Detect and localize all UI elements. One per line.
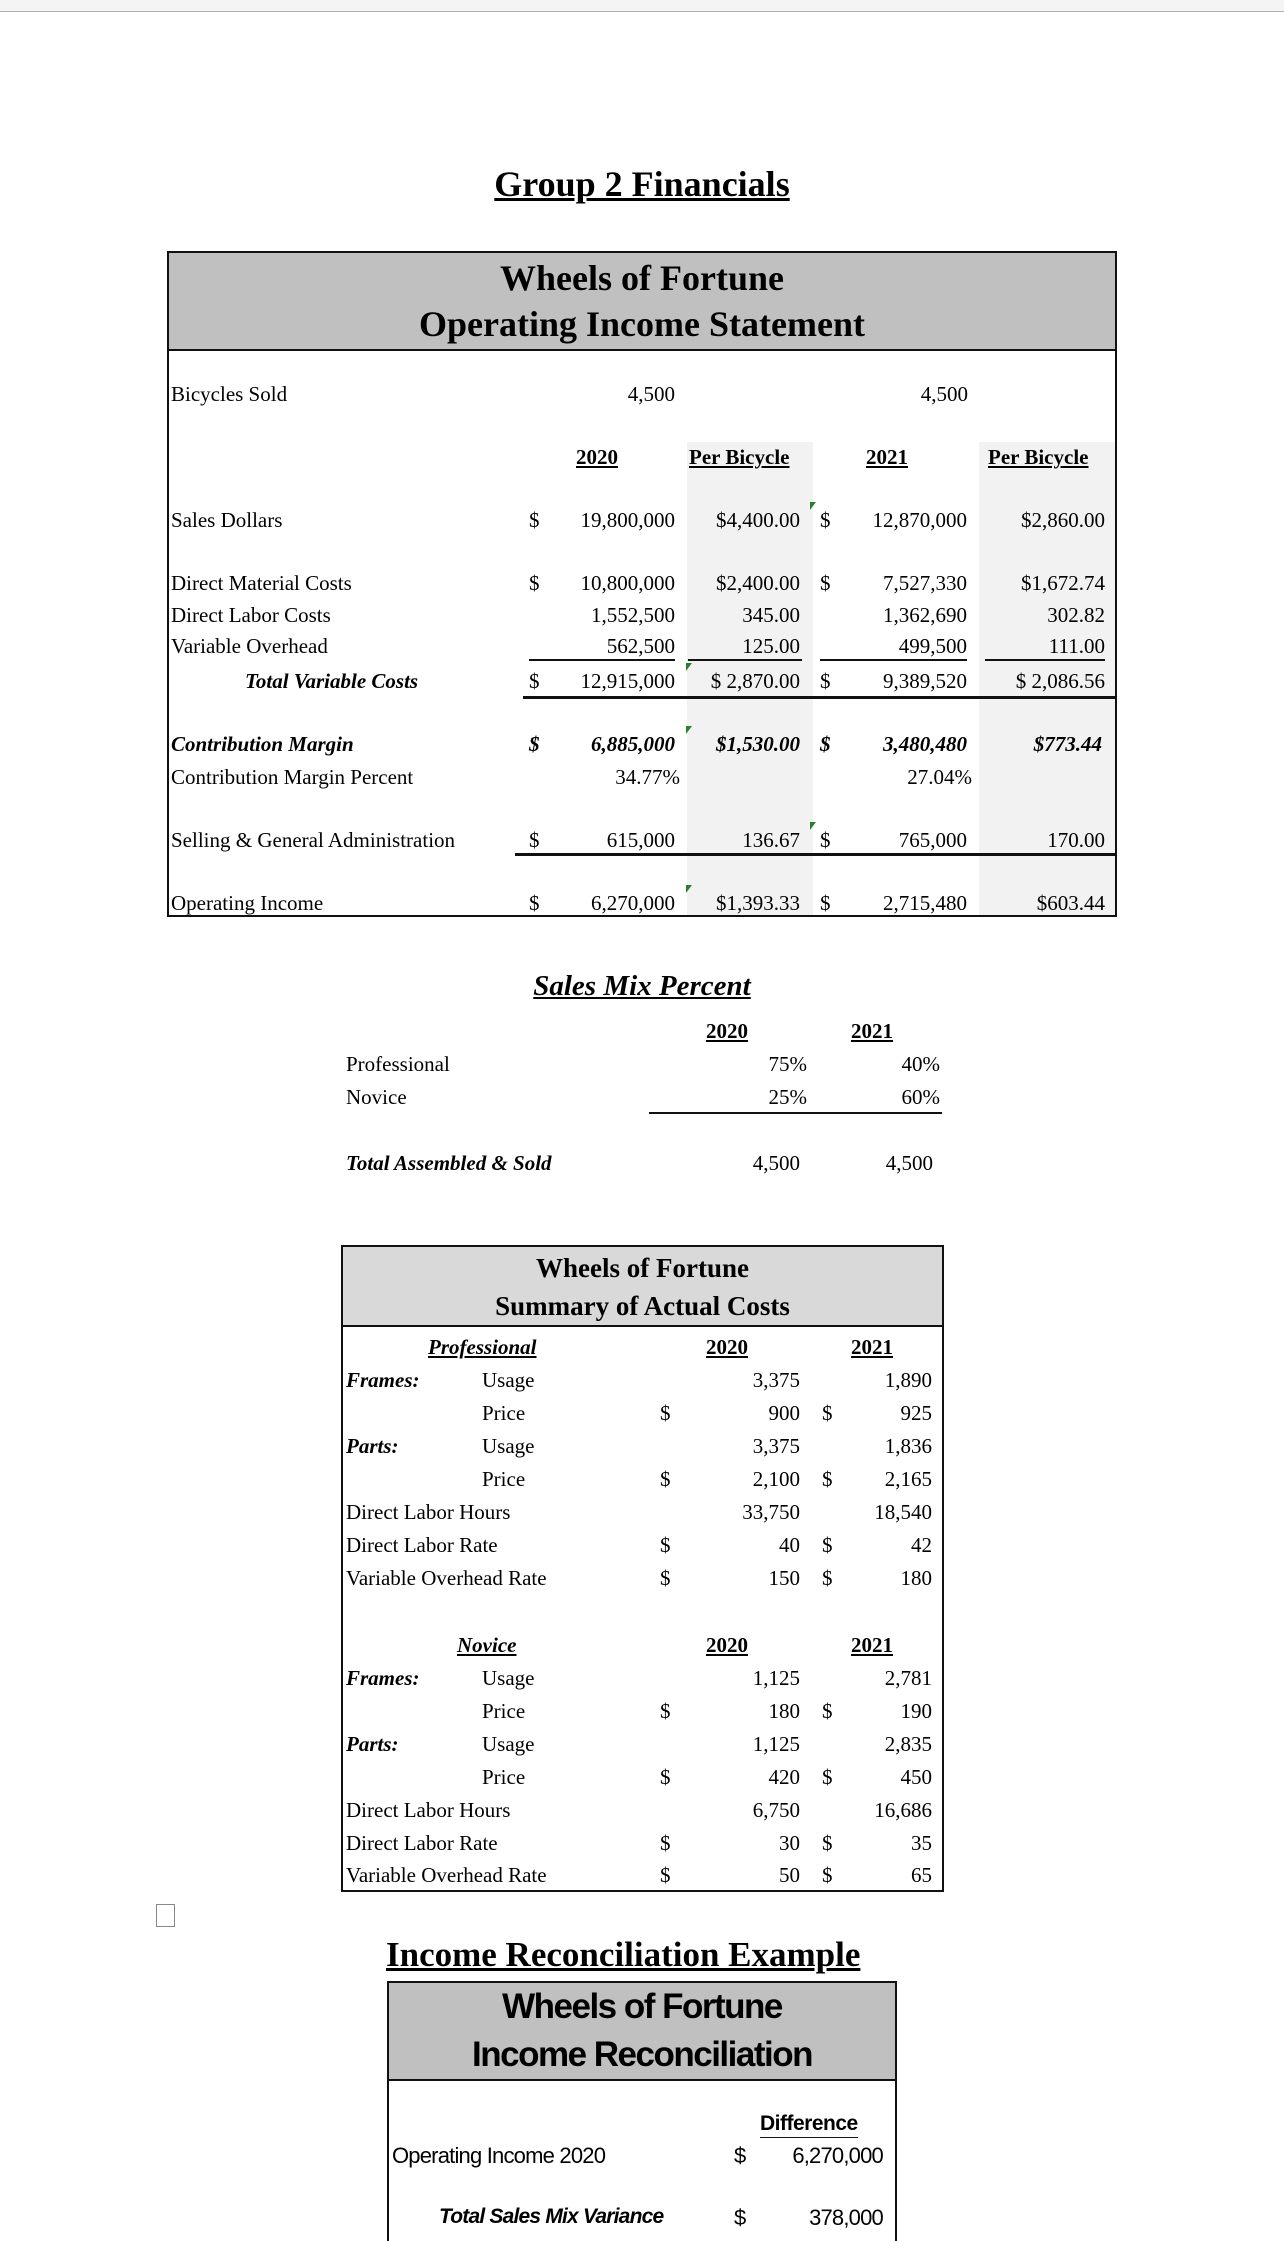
group-parts: Parts: bbox=[346, 1434, 399, 1458]
sales-mix-col-2020: 2020 bbox=[706, 1019, 748, 1043]
dollar-sign: $ bbox=[822, 1467, 833, 1491]
dollar-sign: $ bbox=[660, 1566, 671, 1590]
variable-overhead-per-bicycle-2021: 111.00 bbox=[1048, 634, 1105, 658]
dollar-sign: $ bbox=[822, 1699, 833, 1723]
row-label: Price bbox=[482, 1467, 526, 1491]
value-2020: 900 bbox=[768, 1401, 800, 1425]
total-assembled-sold-2020: 4,500 bbox=[752, 1151, 800, 1175]
summary-col-2020: 2020 bbox=[706, 1335, 748, 1359]
summary-header bbox=[343, 1247, 942, 1327]
value-2021: 180 bbox=[900, 1566, 932, 1590]
value-2020: 50 bbox=[779, 1863, 800, 1887]
total-assembled-sold-2021: 4,500 bbox=[885, 1151, 933, 1175]
operating-income-per-bicycle-2020: $1,393.33 bbox=[716, 891, 800, 915]
contribution-margin-per-bicycle-2021: $773.44 bbox=[1033, 732, 1102, 756]
summary-col-2021: 2021 bbox=[851, 1633, 893, 1657]
value-2020: 3,375 bbox=[752, 1434, 800, 1458]
row-label: Direct Labor Hours bbox=[346, 1500, 511, 1524]
sales-mix-professional-2020: 75% bbox=[768, 1052, 807, 1076]
dollar-sign: $ bbox=[822, 1401, 833, 1425]
income-reconciliation bbox=[387, 1981, 897, 2241]
contribution-margin-per-bicycle-2020: $1,530.00 bbox=[716, 732, 800, 756]
row-label: Price bbox=[482, 1401, 526, 1425]
row-label: Price bbox=[482, 1699, 526, 1723]
viewer-top-bar bbox=[0, 0, 1284, 12]
dollar-sign: $ bbox=[820, 891, 831, 915]
dollar-sign: $ bbox=[820, 828, 831, 852]
sga-per-bicycle-2020: 136.67 bbox=[742, 828, 800, 852]
row-label-operating-income: Operating Income bbox=[171, 891, 324, 915]
dollar-sign: $ bbox=[660, 1831, 671, 1855]
variable-overhead-per-bicycle-2020: 125.00 bbox=[742, 634, 800, 658]
total-variable-costs-2020: 12,915,000 bbox=[580, 669, 675, 693]
row-label-direct-labor: Direct Labor Costs bbox=[171, 603, 331, 627]
summary-col-2021: 2021 bbox=[851, 1335, 893, 1359]
reconciliation-title: Income Reconciliation Example bbox=[386, 1935, 861, 1974]
col-header-2020: 2020 bbox=[576, 445, 618, 469]
sales-mix-novice-label: Novice bbox=[346, 1085, 407, 1109]
dollar-sign: $ bbox=[822, 1831, 833, 1855]
value-2020: 3,375 bbox=[752, 1368, 800, 1392]
variable-overhead-2021: 499,500 bbox=[898, 634, 967, 658]
statement-title: Operating Income Statement bbox=[419, 304, 865, 344]
value-2021: 35 bbox=[911, 1831, 932, 1855]
group-frames: Frames: bbox=[346, 1666, 420, 1690]
row-label-direct-material: Direct Material Costs bbox=[171, 571, 352, 595]
dollar-sign: $ bbox=[660, 1533, 671, 1557]
section-novice: Novice bbox=[457, 1633, 517, 1657]
row-label: Price bbox=[482, 1765, 526, 1789]
operating-income-2020-label: Operating Income 2020 bbox=[392, 2143, 606, 2168]
value-2021: 18,540 bbox=[874, 1500, 932, 1524]
operating-income-2021: 2,715,480 bbox=[883, 891, 967, 915]
row-label: Usage bbox=[482, 1368, 535, 1392]
dollar-sign: $ bbox=[820, 508, 831, 532]
col-header-per-bicycle-2021: Per Bicycle bbox=[988, 445, 1089, 469]
total-assembled-sold-label: Total Assembled & Sold bbox=[346, 1151, 552, 1175]
group-frames: Frames: bbox=[346, 1368, 420, 1392]
contribution-margin-percent-2020: 34.77% bbox=[615, 765, 680, 789]
value-2020: 1,125 bbox=[752, 1666, 800, 1690]
direct-labor-per-bicycle-2020: 345.00 bbox=[742, 603, 800, 627]
variable-overhead-2020: 562,500 bbox=[606, 634, 675, 658]
dollar-sign: $ bbox=[822, 1765, 833, 1789]
subtotal-rule bbox=[688, 659, 802, 661]
row-label: Usage bbox=[482, 1666, 535, 1690]
value-2021: 450 bbox=[900, 1765, 932, 1789]
sales-mix-professional-2021: 40% bbox=[901, 1052, 940, 1076]
dollar-sign: $ bbox=[529, 891, 540, 915]
direct-labor-2020: 1,552,500 bbox=[591, 603, 675, 627]
total-rule bbox=[515, 853, 1117, 856]
sales-mix-novice-2021: 60% bbox=[901, 1085, 940, 1109]
summary-title: Summary of Actual Costs bbox=[495, 1291, 790, 1321]
bicycles-sold-2021: 4,500 bbox=[920, 382, 968, 406]
page-title: Group 2 Financials bbox=[494, 164, 790, 204]
dollar-sign: $ bbox=[529, 669, 540, 693]
row-label: Direct Labor Rate bbox=[346, 1831, 498, 1855]
sales-mix-professional-label: Professional bbox=[346, 1052, 450, 1076]
dollar-sign: $ bbox=[660, 1765, 671, 1789]
value-2020: 150 bbox=[768, 1566, 800, 1590]
total-sales-mix-variance-label: Total Sales Mix Variance bbox=[439, 2205, 664, 2228]
dollar-sign: $ bbox=[820, 732, 831, 756]
direct-labor-per-bicycle-2021: 302.82 bbox=[1047, 603, 1105, 627]
value-2021: 65 bbox=[911, 1863, 932, 1887]
dollar-sign: $ bbox=[660, 1699, 671, 1723]
row-label-variable-overhead: Variable Overhead bbox=[171, 634, 328, 658]
sales-per-bicycle-2020: $4,400.00 bbox=[716, 508, 800, 532]
value-2020: 40 bbox=[779, 1533, 800, 1557]
direct-material-per-bicycle-2020: $2,400.00 bbox=[716, 571, 800, 595]
row-label-sales-dollars: Sales Dollars bbox=[171, 508, 283, 532]
company-name: Wheels of Fortune bbox=[536, 1253, 749, 1283]
value-2020: 1,125 bbox=[752, 1732, 800, 1756]
dollar-sign: $ bbox=[529, 508, 540, 532]
sales-mix-rule bbox=[649, 1112, 942, 1114]
reconciliation-header bbox=[389, 1983, 895, 2081]
total-variable-costs-2021: 9,389,520 bbox=[883, 669, 967, 693]
total-variable-costs-per-bicycle-2021: $ 2,086.56 bbox=[1015, 669, 1105, 693]
dollar-sign: $ bbox=[660, 1467, 671, 1491]
direct-material-2020: 10,800,000 bbox=[580, 571, 675, 595]
value-2021: 925 bbox=[900, 1401, 932, 1425]
reconciliation-subtitle: Income Reconciliation bbox=[472, 2035, 812, 2074]
value-2020: 420 bbox=[768, 1765, 800, 1789]
error-indicator-icon[interactable] bbox=[810, 822, 816, 830]
dollar-sign: $ bbox=[820, 669, 831, 693]
subtotal-rule bbox=[820, 659, 967, 661]
dollar-sign: $ bbox=[820, 571, 831, 595]
total-sales-mix-variance-value: 378,000 bbox=[809, 2205, 883, 2230]
sales-2020: 19,800,000 bbox=[580, 508, 675, 532]
row-label: Direct Labor Hours bbox=[346, 1798, 511, 1822]
checkbox[interactable] bbox=[156, 1904, 175, 1927]
bicycles-sold-label: Bicycles Sold bbox=[171, 382, 288, 406]
dollar-sign: $ bbox=[822, 1566, 833, 1590]
group-parts: Parts: bbox=[346, 1732, 399, 1756]
value-2020: 33,750 bbox=[742, 1500, 800, 1524]
sga-2021: 765,000 bbox=[898, 828, 967, 852]
company-name: Wheels of Fortune bbox=[500, 258, 784, 298]
value-2021: 1,890 bbox=[884, 1368, 932, 1392]
col-header-per-bicycle-2020: Per Bicycle bbox=[689, 445, 790, 469]
value-2021: 190 bbox=[900, 1699, 932, 1723]
sales-mix-novice-2020: 25% bbox=[768, 1085, 807, 1109]
sales-2021: 12,870,000 bbox=[872, 508, 967, 532]
row-label: Variable Overhead Rate bbox=[346, 1566, 547, 1590]
value-2021: 1,836 bbox=[884, 1434, 932, 1458]
value-2020: 180 bbox=[768, 1699, 800, 1723]
dollar-sign: $ bbox=[660, 1863, 671, 1887]
company-name: Wheels of Fortune bbox=[502, 1987, 782, 2026]
difference-col-header: Difference bbox=[760, 2112, 858, 2138]
row-label: Direct Labor Rate bbox=[346, 1533, 498, 1557]
subtotal-rule bbox=[529, 659, 675, 661]
value-2021: 16,686 bbox=[874, 1798, 932, 1822]
row-label: Usage bbox=[482, 1434, 535, 1458]
dollar-sign: $ bbox=[529, 571, 540, 595]
dollar-sign: $ bbox=[822, 1863, 833, 1887]
value-2021: 42 bbox=[911, 1533, 932, 1557]
error-indicator-icon[interactable] bbox=[810, 502, 816, 510]
row-label: Variable Overhead Rate bbox=[346, 1863, 547, 1887]
bicycles-sold-2020: 4,500 bbox=[627, 382, 675, 406]
row-label-contribution-margin-percent: Contribution Margin Percent bbox=[171, 765, 414, 789]
sales-mix-title: Sales Mix Percent bbox=[533, 970, 751, 1002]
sga-per-bicycle-2021: 170.00 bbox=[1047, 828, 1105, 852]
value-2021: 2,781 bbox=[884, 1666, 932, 1690]
row-label: Usage bbox=[482, 1732, 535, 1756]
col-header-2021: 2021 bbox=[866, 445, 908, 469]
total-variable-costs-per-bicycle-2020: $ 2,870.00 bbox=[710, 669, 800, 693]
row-label-total-variable-costs: Total Variable Costs bbox=[245, 669, 419, 693]
direct-material-per-bicycle-2021: $1,672.74 bbox=[1021, 571, 1105, 595]
summary-col-2020: 2020 bbox=[706, 1633, 748, 1657]
operating-income-2020-value: 6,270,000 bbox=[792, 2143, 883, 2168]
section-professional: Professional bbox=[428, 1335, 537, 1359]
dollar-sign: $ bbox=[822, 1533, 833, 1557]
dollar-sign: $ bbox=[734, 2205, 747, 2230]
contribution-margin-2021: 3,480,480 bbox=[883, 732, 967, 756]
row-label-selling-general-admin: Selling & General Administration bbox=[171, 828, 456, 852]
direct-material-2021: 7,527,330 bbox=[883, 571, 967, 595]
sales-per-bicycle-2021: $2,860.00 bbox=[1021, 508, 1105, 532]
value-2020: 6,750 bbox=[752, 1798, 800, 1822]
value-2020: 2,100 bbox=[752, 1467, 800, 1491]
row-label-contribution-margin: Contribution Margin bbox=[171, 732, 354, 756]
dollar-sign: $ bbox=[660, 1401, 671, 1425]
dollar-sign: $ bbox=[734, 2143, 747, 2168]
value-2020: 30 bbox=[779, 1831, 800, 1855]
dollar-sign: $ bbox=[529, 732, 540, 756]
subtotal-rule bbox=[985, 659, 1105, 661]
value-2021: 2,835 bbox=[884, 1732, 932, 1756]
total-rule bbox=[523, 696, 1117, 699]
contribution-margin-2020: 6,885,000 bbox=[591, 732, 675, 756]
sga-2020: 615,000 bbox=[606, 828, 675, 852]
contribution-margin-percent-2021: 27.04% bbox=[907, 765, 972, 789]
value-2021: 2,165 bbox=[884, 1467, 932, 1491]
operating-income-per-bicycle-2021: $603.44 bbox=[1036, 891, 1105, 915]
direct-labor-2021: 1,362,690 bbox=[883, 603, 967, 627]
statement-header bbox=[169, 253, 1115, 351]
dollar-sign: $ bbox=[529, 828, 540, 852]
operating-income-2020: 6,270,000 bbox=[591, 891, 675, 915]
sales-mix-col-2021: 2021 bbox=[851, 1019, 893, 1043]
